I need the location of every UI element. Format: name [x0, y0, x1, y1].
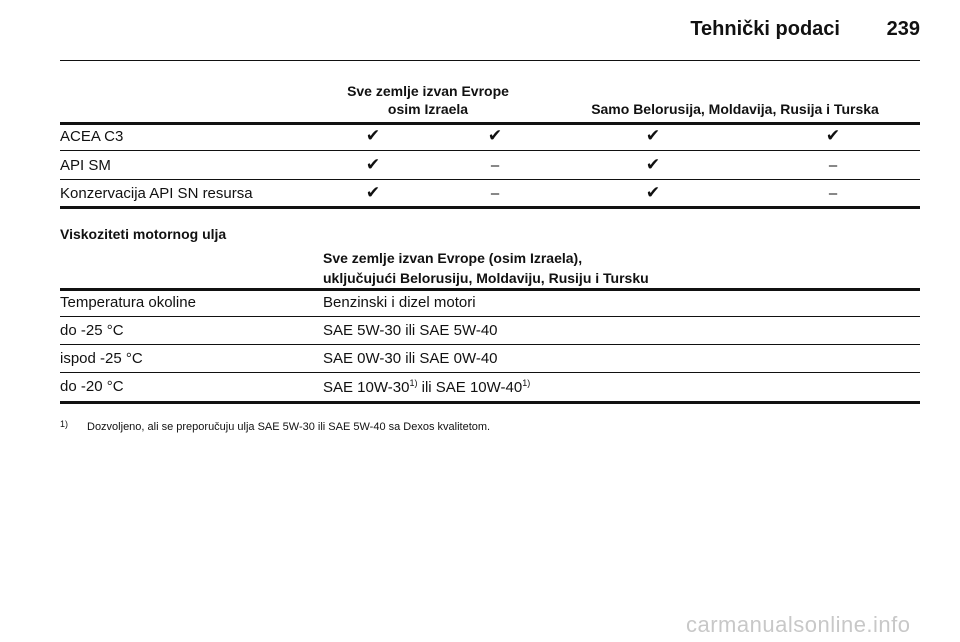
check-icon: ✔ — [645, 126, 661, 145]
group-header-1: Sve zemlje izvan Evrope osim Izraela — [347, 83, 509, 117]
spec-row-label: API SM — [60, 157, 111, 174]
footnote-ref: 1) — [409, 378, 418, 388]
row-divider — [60, 316, 920, 317]
header-rule — [60, 60, 920, 61]
dash-mark: – — [490, 185, 500, 202]
check-icon: ✔ — [487, 126, 503, 145]
check-icon: ✔ — [825, 126, 841, 145]
footnote-text: Dozvoljeno, ali se preporučuju ulja SAE 5W-30 ili SAE 5W-40 sa Dexos kvalitetom. — [87, 421, 491, 433]
dash-mark: – — [490, 157, 500, 174]
footnote-mark: 1) — [60, 419, 69, 429]
table-rule-bottom — [60, 206, 920, 209]
check-icon: ✔ — [365, 183, 381, 202]
page-number: 239 — [886, 18, 920, 40]
check-icon: ✔ — [645, 155, 661, 174]
row-divider — [60, 372, 920, 373]
check-icon: ✔ — [365, 155, 381, 174]
check-icon: ✔ — [365, 126, 381, 145]
spec-row-label: ACEA C3 — [60, 128, 124, 145]
section-title: Viskoziteti motornog ulja — [60, 226, 227, 242]
footnote-ref: 1) — [522, 378, 531, 388]
table-rule-top — [60, 122, 920, 125]
oil-cell: SAE 10W-30$^{1)}$ ili SAE 10W-40$^{1)}$ — [323, 378, 531, 396]
check-icon: ✔ — [645, 183, 661, 202]
group-header-2: Samo Belorusija, Moldavija, Rusija i Turska — [591, 101, 879, 117]
row-divider — [60, 179, 920, 180]
col-header-temperature: Temperatura okoline — [60, 294, 196, 311]
oil-cell: SAE 0W-30 ili SAE 0W-40 — [323, 350, 498, 367]
viscosity-rule-bottom — [60, 401, 920, 404]
spec-row-label: Konzervacija API SN resursa — [60, 185, 253, 202]
temp-cell: ispod -25 °C — [60, 350, 143, 367]
dash-mark: – — [828, 157, 838, 174]
dash-mark: – — [828, 185, 838, 202]
row-divider — [60, 344, 920, 345]
watermark: carmanualsonline.info — [686, 612, 911, 637]
page-title: Tehnički podaci — [690, 18, 840, 40]
temp-cell: do -20 °C — [60, 378, 124, 395]
viscosity-rule-top — [60, 288, 920, 291]
row-divider — [60, 150, 920, 151]
col-header-engine: Benzinski i dizel motori — [323, 294, 476, 311]
oil-cell: SAE 5W-30 ili SAE 5W-40 — [323, 322, 498, 339]
region-header: Sve zemlje izvan Evrope (osim Izraela), uključujući Belorusiju, Moldaviju, Rusiju i Tursku — [323, 250, 649, 286]
temp-cell: do -25 °C — [60, 322, 124, 339]
